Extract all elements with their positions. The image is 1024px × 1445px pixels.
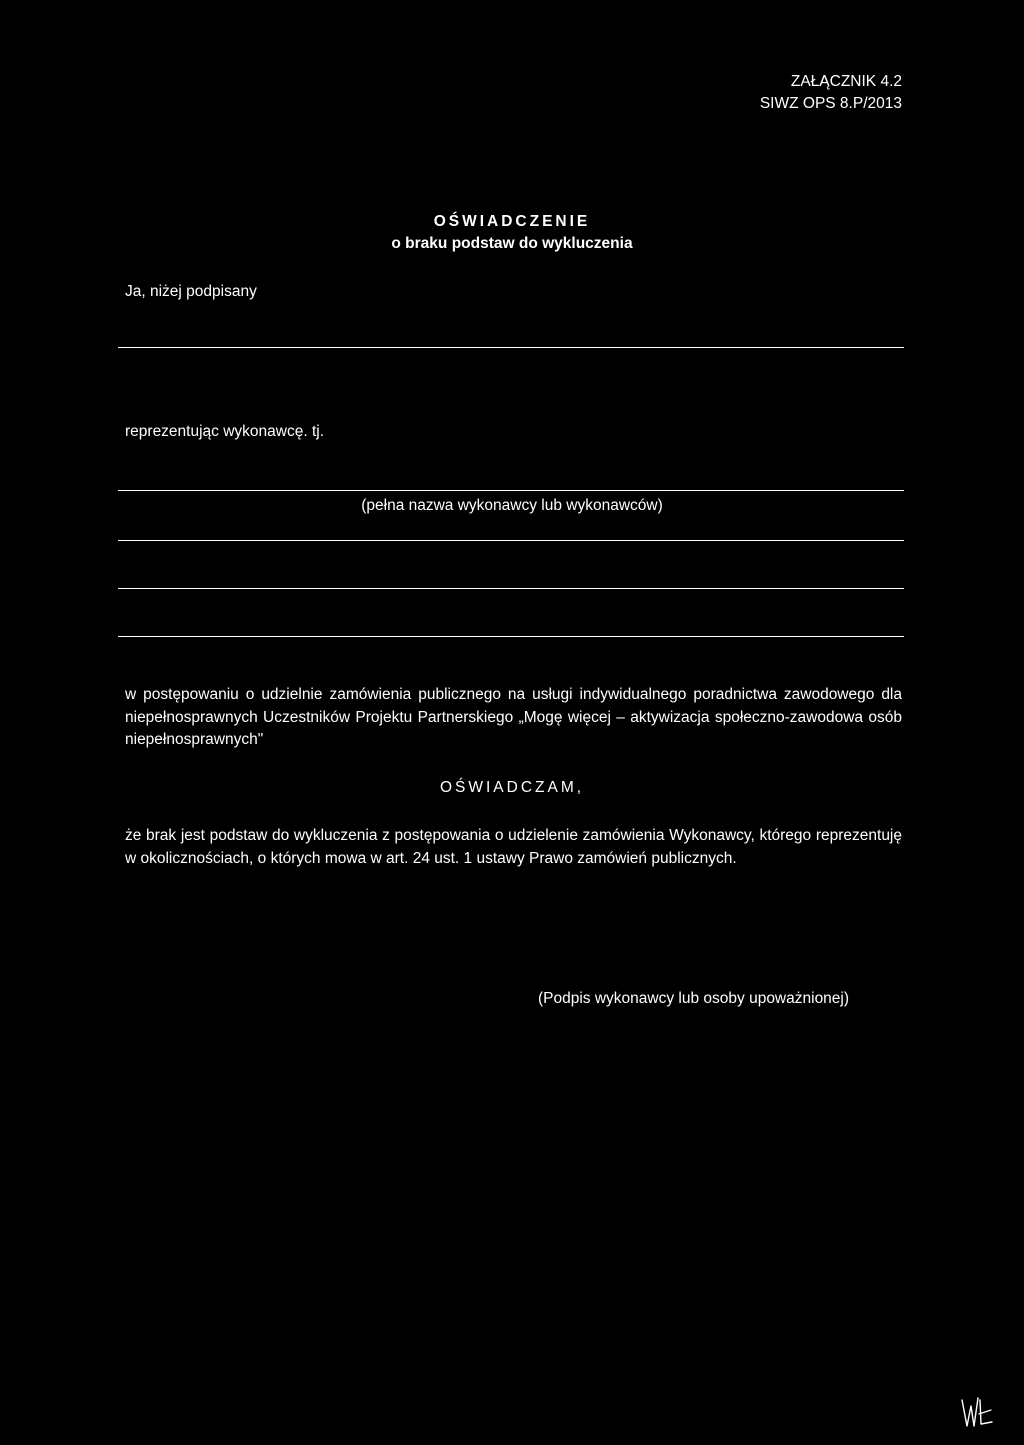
representing-label: reprezentując wykonawcę. tj. xyxy=(125,423,325,440)
blank-line-3 xyxy=(118,636,904,637)
contractor-name-caption: (pełna nazwa wykonawcy lub wykonawców) xyxy=(361,497,663,514)
initials-signature-icon xyxy=(958,1392,998,1432)
signer-name-line xyxy=(118,347,904,348)
declaration-heading: OŚWIADCZAM, xyxy=(439,779,585,796)
handwritten-initials xyxy=(958,1392,998,1437)
attachment-number: ZAŁĄCZNIK 4.2 xyxy=(790,73,902,90)
declaration-paragraph: że brak jest podstaw do wykluczenia z postępowania o udzielenie zamówienia Wykonawcy, którego reprezentuję w okolicznościach, o których mowa w art. 24 ust. 1 ustawy Prawo zamówień publicznych. xyxy=(125,827,902,867)
signer-intro: Ja, niżej podpisany xyxy=(125,283,257,300)
blank-line-1 xyxy=(118,540,904,541)
signature-caption: (Podpis wykonawcy lub osoby upoważnionej) xyxy=(538,990,850,1007)
proceedings-paragraph: w postępowaniu o udzielnie zamówienia publicznego na usługi indywidualnego poradnictwa zawodowego dla niepełnosprawnych Uczestników Projektu Partnerskiego „Mogę więcej – aktywizacja społeczno-zawodowa osób niepełnosprawnych" xyxy=(125,686,902,748)
contractor-name-line xyxy=(118,490,904,491)
reference-number: SIWZ OPS 8.P/2013 xyxy=(759,95,902,112)
document-subtitle: o braku podstaw do wykluczenia xyxy=(391,235,633,252)
document-title: OŚWIADCZENIE xyxy=(433,213,591,230)
blank-line-2 xyxy=(118,588,904,589)
